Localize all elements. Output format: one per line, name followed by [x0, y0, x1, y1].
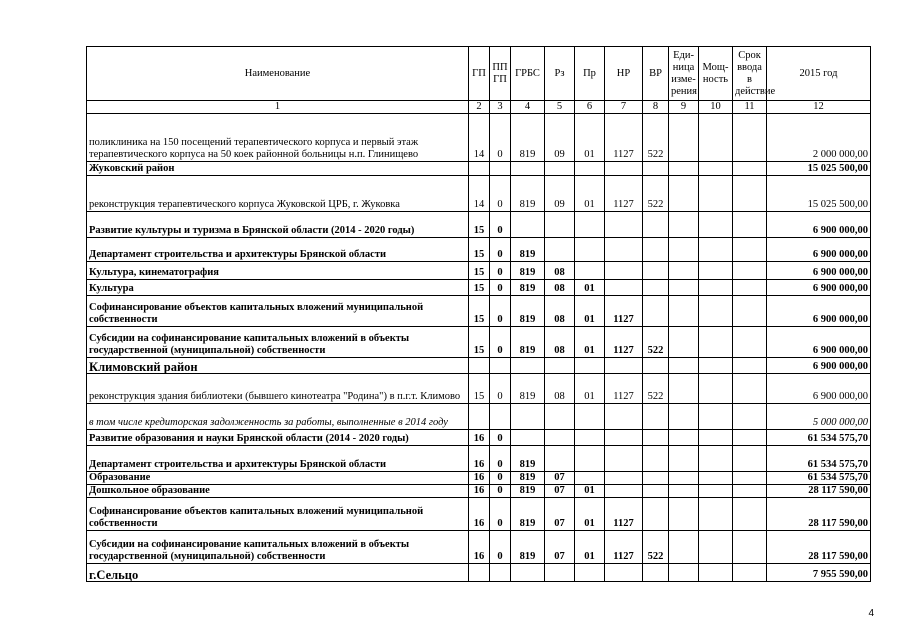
- cell-name: Климовский район: [87, 358, 469, 374]
- cell-grbs: 819: [511, 238, 545, 262]
- cell-ppgp: 0: [490, 296, 511, 327]
- cell-rz: 08: [545, 374, 575, 404]
- header-name: Наименование: [87, 47, 469, 101]
- cell-term: [733, 296, 767, 327]
- cell-name: в том числе кредиторская задолженность за работы, выполненные в 2014 году: [87, 404, 469, 430]
- cell-rz: [545, 212, 575, 238]
- cell-unit: [669, 296, 699, 327]
- cell-rz: [545, 238, 575, 262]
- cell-nr: 1127: [605, 114, 643, 162]
- cell-rz: 08: [545, 327, 575, 358]
- cell-nr: [605, 485, 643, 498]
- cell-grbs: 819: [511, 176, 545, 212]
- cell-gp: 16: [469, 430, 490, 446]
- cell-name: Департамент строительства и архитектуры Брянской области: [87, 238, 469, 262]
- cell-unit: [669, 485, 699, 498]
- cell-power: [699, 162, 733, 176]
- cell-vr: [643, 485, 669, 498]
- cell-grbs: 819: [511, 446, 545, 472]
- cell-unit: [669, 358, 699, 374]
- cell-gp: 15: [469, 280, 490, 296]
- cell-vr: [643, 238, 669, 262]
- cell-vr: 522: [643, 176, 669, 212]
- cell-unit: [669, 280, 699, 296]
- cell-ppgp: [490, 358, 511, 374]
- cell-unit: [669, 162, 699, 176]
- cell-term: [733, 162, 767, 176]
- cell-pr: [575, 472, 605, 485]
- cell-amount: 6 900 000,00: [767, 238, 871, 262]
- cell-unit: [669, 327, 699, 358]
- header-term: Срок ввода в действие: [733, 47, 767, 101]
- cell-name: Развитие образования и науки Брянской области (2014 - 2020 годы): [87, 430, 469, 446]
- column-number: 12: [767, 101, 871, 114]
- cell-grbs: 819: [511, 498, 545, 531]
- cell-term: [733, 212, 767, 238]
- cell-term: [733, 176, 767, 212]
- cell-ppgp: 0: [490, 212, 511, 238]
- cell-term: [733, 262, 767, 280]
- cell-unit: [669, 404, 699, 430]
- cell-unit: [669, 430, 699, 446]
- cell-nr: 1127: [605, 498, 643, 531]
- table-row: [87, 162, 871, 176]
- table-row: [87, 498, 871, 531]
- cell-nr: [605, 280, 643, 296]
- column-number: 7: [605, 101, 643, 114]
- table-row: [87, 176, 871, 212]
- cell-pr: [575, 430, 605, 446]
- cell-pr: 01: [575, 531, 605, 564]
- cell-gp: 15: [469, 262, 490, 280]
- column-number: 9: [669, 101, 699, 114]
- cell-unit: [669, 374, 699, 404]
- table-body: [87, 114, 871, 582]
- cell-nr: [605, 430, 643, 446]
- cell-ppgp: 0: [490, 374, 511, 404]
- cell-name: Софинансирование объектов капитальных вложений муниципальной собственности: [87, 296, 469, 327]
- cell-vr: [643, 430, 669, 446]
- column-number: 5: [545, 101, 575, 114]
- cell-vr: 522: [643, 531, 669, 564]
- cell-gp: [469, 564, 490, 582]
- cell-ppgp: 0: [490, 238, 511, 262]
- cell-amount: 6 900 000,00: [767, 212, 871, 238]
- cell-rz: 09: [545, 114, 575, 162]
- cell-gp: 16: [469, 485, 490, 498]
- cell-pr: [575, 446, 605, 472]
- cell-pr: 01: [575, 498, 605, 531]
- cell-term: [733, 498, 767, 531]
- cell-rz: 07: [545, 531, 575, 564]
- cell-rz: 09: [545, 176, 575, 212]
- cell-name: г.Сельцо: [87, 564, 469, 582]
- cell-gp: 15: [469, 296, 490, 327]
- cell-term: [733, 531, 767, 564]
- cell-pr: [575, 162, 605, 176]
- cell-term: [733, 564, 767, 582]
- cell-grbs: [511, 564, 545, 582]
- cell-term: [733, 114, 767, 162]
- cell-unit: [669, 564, 699, 582]
- cell-ppgp: 0: [490, 114, 511, 162]
- cell-power: [699, 212, 733, 238]
- cell-rz: 07: [545, 472, 575, 485]
- column-number: 4: [511, 101, 545, 114]
- cell-amount: 6 900 000,00: [767, 327, 871, 358]
- cell-power: [699, 374, 733, 404]
- column-number-row: [87, 101, 871, 114]
- table-row: [87, 404, 871, 430]
- cell-term: [733, 485, 767, 498]
- cell-nr: 1127: [605, 374, 643, 404]
- column-number: 6: [575, 101, 605, 114]
- cell-name: поликлиника на 150 посещений терапевтического корпуса и первый этаж терапевтического корпуса на 50 коек районной больницы н.п. Глинищево: [87, 114, 469, 162]
- cell-gp: 15: [469, 374, 490, 404]
- column-number: 10: [699, 101, 733, 114]
- cell-name: Субсидии на софинансирование капитальных вложений в объекты государственной (муниципальной) собственности: [87, 327, 469, 358]
- column-number: 8: [643, 101, 669, 114]
- column-number: 2: [469, 101, 490, 114]
- cell-rz: 07: [545, 498, 575, 531]
- cell-pr: [575, 404, 605, 430]
- cell-vr: [643, 262, 669, 280]
- cell-nr: 1127: [605, 296, 643, 327]
- header-grbs: ГРБС: [511, 47, 545, 101]
- column-number: 1: [87, 101, 469, 114]
- cell-pr: 01: [575, 296, 605, 327]
- cell-pr: [575, 238, 605, 262]
- cell-gp: [469, 162, 490, 176]
- table-row: [87, 531, 871, 564]
- cell-ppgp: 0: [490, 485, 511, 498]
- cell-grbs: 819: [511, 485, 545, 498]
- cell-nr: [605, 162, 643, 176]
- cell-rz: 08: [545, 280, 575, 296]
- cell-power: [699, 238, 733, 262]
- cell-grbs: 819: [511, 327, 545, 358]
- header-row: [87, 47, 871, 101]
- cell-pr: [575, 358, 605, 374]
- cell-pr: 01: [575, 327, 605, 358]
- header-nr: НР: [605, 47, 643, 101]
- cell-gp: 16: [469, 498, 490, 531]
- cell-term: [733, 374, 767, 404]
- cell-name: Развитие культуры и туризма в Брянской области (2014 - 2020 годы): [87, 212, 469, 238]
- cell-term: [733, 280, 767, 296]
- cell-term: [733, 404, 767, 430]
- cell-power: [699, 404, 733, 430]
- cell-amount: 61 534 575,70: [767, 472, 871, 485]
- cell-nr: 1127: [605, 176, 643, 212]
- cell-unit: [669, 114, 699, 162]
- cell-pr: 01: [575, 176, 605, 212]
- cell-nr: [605, 564, 643, 582]
- cell-unit: [669, 262, 699, 280]
- cell-pr: 01: [575, 114, 605, 162]
- table-row: [87, 238, 871, 262]
- cell-amount: 28 117 590,00: [767, 531, 871, 564]
- cell-rz: [545, 162, 575, 176]
- cell-ppgp: 0: [490, 531, 511, 564]
- cell-power: [699, 531, 733, 564]
- cell-term: [733, 472, 767, 485]
- cell-ppgp: 0: [490, 446, 511, 472]
- cell-unit: [669, 212, 699, 238]
- cell-rz: [545, 446, 575, 472]
- cell-gp: [469, 404, 490, 430]
- header-rz: Рз: [545, 47, 575, 101]
- cell-grbs: 819: [511, 280, 545, 296]
- cell-term: [733, 238, 767, 262]
- cell-ppgp: 0: [490, 262, 511, 280]
- cell-ppgp: 0: [490, 430, 511, 446]
- cell-name: Субсидии на софинансирование капитальных вложений в объекты государственной (муниципальной) собственности: [87, 531, 469, 564]
- cell-amount: 61 534 575,70: [767, 430, 871, 446]
- cell-grbs: 819: [511, 472, 545, 485]
- cell-name: Дошкольное образование: [87, 485, 469, 498]
- cell-amount: 6 900 000,00: [767, 280, 871, 296]
- cell-power: [699, 296, 733, 327]
- cell-vr: [643, 162, 669, 176]
- cell-name: Культура: [87, 280, 469, 296]
- cell-grbs: 819: [511, 374, 545, 404]
- cell-name: Культура, кинематография: [87, 262, 469, 280]
- cell-vr: [643, 212, 669, 238]
- cell-pr: 01: [575, 374, 605, 404]
- cell-name: Жуковский район: [87, 162, 469, 176]
- cell-ppgp: 0: [490, 280, 511, 296]
- cell-amount: 2 000 000,00: [767, 114, 871, 162]
- cell-rz: 08: [545, 296, 575, 327]
- table-row: [87, 446, 871, 472]
- cell-nr: [605, 472, 643, 485]
- cell-grbs: [511, 358, 545, 374]
- cell-power: [699, 498, 733, 531]
- table-row: [87, 262, 871, 280]
- budget-table: [86, 46, 871, 582]
- table-row: [87, 564, 871, 582]
- cell-amount: 6 900 000,00: [767, 296, 871, 327]
- cell-unit: [669, 472, 699, 485]
- cell-rz: 07: [545, 485, 575, 498]
- cell-vr: [643, 498, 669, 531]
- cell-term: [733, 430, 767, 446]
- cell-pr: 01: [575, 280, 605, 296]
- cell-gp: 16: [469, 531, 490, 564]
- cell-gp: [469, 358, 490, 374]
- cell-name: реконструкция здания библиотеки (бывшего кинотеатра "Родина") в п.г.т. Климово: [87, 374, 469, 404]
- cell-grbs: [511, 162, 545, 176]
- cell-unit: [669, 176, 699, 212]
- cell-gp: 15: [469, 327, 490, 358]
- cell-gp: 16: [469, 472, 490, 485]
- cell-ppgp: 0: [490, 176, 511, 212]
- cell-ppgp: [490, 404, 511, 430]
- cell-nr: 1127: [605, 327, 643, 358]
- cell-rz: [545, 404, 575, 430]
- cell-amount: 61 534 575,70: [767, 446, 871, 472]
- cell-ppgp: [490, 564, 511, 582]
- cell-amount: 6 900 000,00: [767, 262, 871, 280]
- header-vr: ВР: [643, 47, 669, 101]
- cell-amount: 28 117 590,00: [767, 485, 871, 498]
- header-year: 2015 год: [767, 47, 871, 101]
- cell-power: [699, 430, 733, 446]
- cell-amount: 15 025 500,00: [767, 162, 871, 176]
- cell-vr: [643, 404, 669, 430]
- cell-gp: 15: [469, 238, 490, 262]
- cell-nr: [605, 238, 643, 262]
- cell-grbs: [511, 404, 545, 430]
- cell-amount: 6 900 000,00: [767, 374, 871, 404]
- table-row: [87, 358, 871, 374]
- cell-amount: 5 000 000,00: [767, 404, 871, 430]
- cell-vr: 522: [643, 327, 669, 358]
- cell-power: [699, 472, 733, 485]
- cell-power: [699, 485, 733, 498]
- cell-rz: [545, 358, 575, 374]
- cell-nr: [605, 404, 643, 430]
- cell-grbs: [511, 212, 545, 238]
- cell-grbs: 819: [511, 531, 545, 564]
- cell-unit: [669, 498, 699, 531]
- table-row: [87, 280, 871, 296]
- column-number: 3: [490, 101, 511, 114]
- cell-gp: 16: [469, 446, 490, 472]
- cell-pr: [575, 262, 605, 280]
- column-number: 11: [733, 101, 767, 114]
- header-ppgp: ПП ГП: [490, 47, 511, 101]
- cell-unit: [669, 446, 699, 472]
- cell-nr: [605, 212, 643, 238]
- cell-power: [699, 327, 733, 358]
- cell-term: [733, 446, 767, 472]
- header-gp: ГП: [469, 47, 490, 101]
- cell-power: [699, 114, 733, 162]
- cell-amount: 15 025 500,00: [767, 176, 871, 212]
- cell-nr: [605, 446, 643, 472]
- header-power: Мощ-ность: [699, 47, 733, 101]
- cell-nr: 1127: [605, 531, 643, 564]
- header-unit: Еди-ница изме-рения: [669, 47, 699, 101]
- cell-power: [699, 446, 733, 472]
- table-row: [87, 327, 871, 358]
- cell-pr: [575, 212, 605, 238]
- cell-gp: 15: [469, 212, 490, 238]
- cell-rz: [545, 564, 575, 582]
- cell-pr: [575, 564, 605, 582]
- table-row: [87, 296, 871, 327]
- cell-term: [733, 327, 767, 358]
- table-row: [87, 212, 871, 238]
- cell-amount: 6 900 000,00: [767, 358, 871, 374]
- cell-pr: 01: [575, 485, 605, 498]
- cell-grbs: 819: [511, 296, 545, 327]
- cell-ppgp: 0: [490, 498, 511, 531]
- cell-vr: [643, 358, 669, 374]
- header-pr: Пр: [575, 47, 605, 101]
- cell-unit: [669, 531, 699, 564]
- cell-ppgp: [490, 162, 511, 176]
- table-row: [87, 430, 871, 446]
- cell-power: [699, 358, 733, 374]
- cell-name: Софинансирование объектов капитальных вложений муниципальной собственности: [87, 498, 469, 531]
- cell-gp: 14: [469, 176, 490, 212]
- cell-vr: 522: [643, 374, 669, 404]
- cell-power: [699, 564, 733, 582]
- cell-term: [733, 358, 767, 374]
- cell-power: [699, 262, 733, 280]
- table-row: [87, 374, 871, 404]
- cell-grbs: 819: [511, 262, 545, 280]
- table-row: [87, 114, 871, 162]
- cell-name: Департамент строительства и архитектуры Брянской области: [87, 446, 469, 472]
- cell-name: Образование: [87, 472, 469, 485]
- cell-power: [699, 176, 733, 212]
- table-row: [87, 485, 871, 498]
- cell-grbs: 819: [511, 114, 545, 162]
- page-number: 4: [868, 608, 874, 619]
- cell-grbs: [511, 430, 545, 446]
- cell-rz: 08: [545, 262, 575, 280]
- cell-vr: [643, 446, 669, 472]
- cell-power: [699, 280, 733, 296]
- cell-amount: 28 117 590,00: [767, 498, 871, 531]
- cell-name: реконструкция терапевтического корпуса Жуковской ЦРБ, г. Жуковка: [87, 176, 469, 212]
- cell-vr: [643, 564, 669, 582]
- cell-gp: 14: [469, 114, 490, 162]
- cell-rz: [545, 430, 575, 446]
- cell-vr: [643, 296, 669, 327]
- table-row: [87, 472, 871, 485]
- cell-nr: [605, 262, 643, 280]
- cell-ppgp: 0: [490, 327, 511, 358]
- cell-vr: [643, 472, 669, 485]
- cell-nr: [605, 358, 643, 374]
- cell-amount: 7 955 590,00: [767, 564, 871, 582]
- cell-unit: [669, 238, 699, 262]
- cell-vr: 522: [643, 114, 669, 162]
- cell-vr: [643, 280, 669, 296]
- cell-ppgp: 0: [490, 472, 511, 485]
